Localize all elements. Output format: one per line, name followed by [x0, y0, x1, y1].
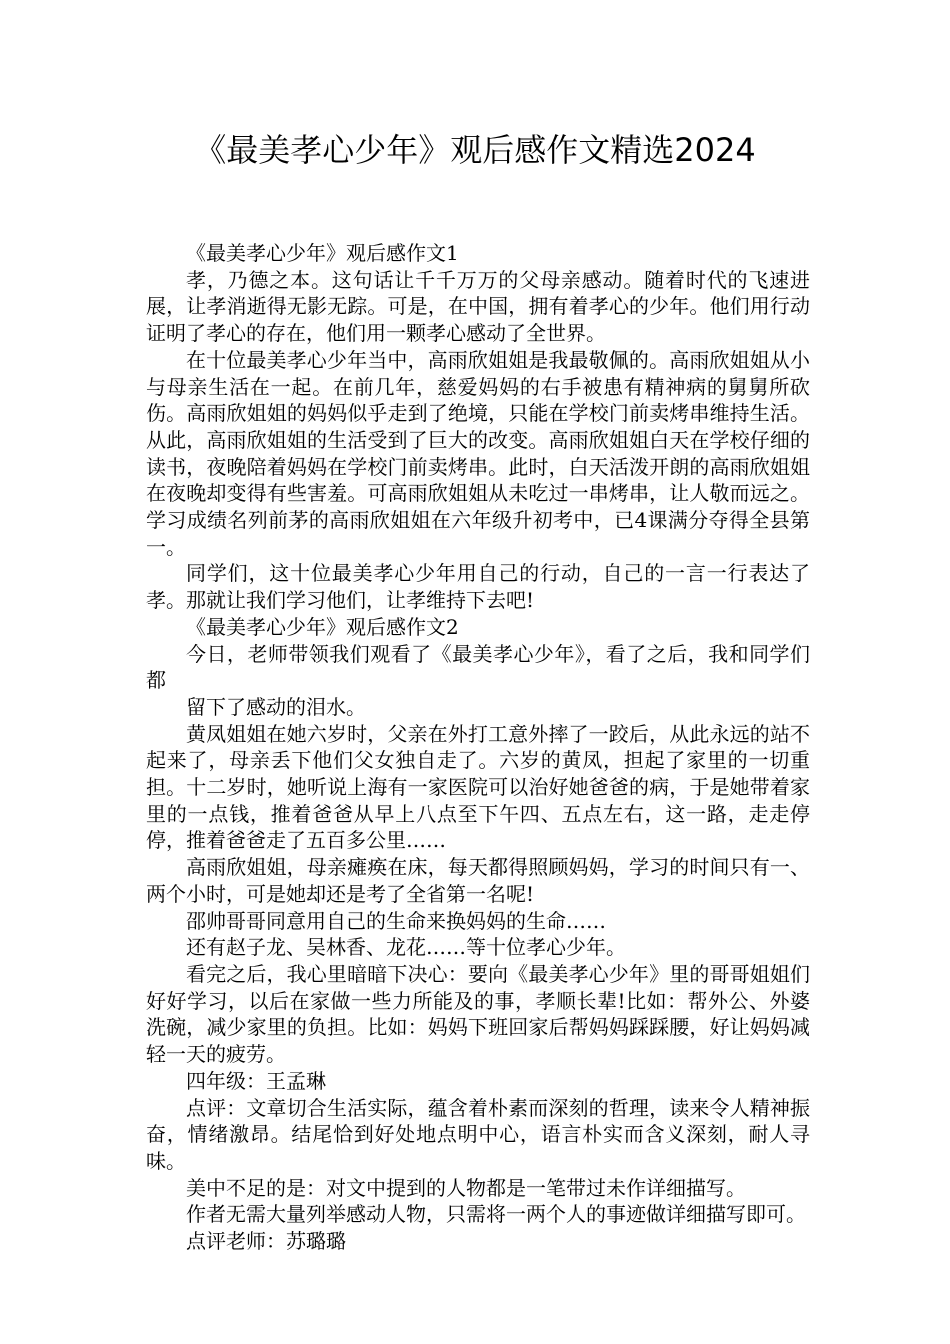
paragraph: 孝，乃德之本。这句话让千千万万的父母亲感动。随着时代的飞速进展，让孝消逝得无影无踪。可是，在中国，拥有着孝心的少年。他们用行动证明了孝心的存在，他们用一颗孝心感动了全世界。: [146, 267, 810, 346]
comment-paragraph: 点评：文章切合生活实际，蕴含着朴素而深刻的哲理，读来令人精神振奋，情绪激昂。结尾恰到好处地点明中心，语言朴实而含义深刻，耐人寻味。: [146, 1095, 810, 1173]
paragraph: 邵帅哥哥同意用自己的生命来换妈妈的生命……: [186, 908, 606, 933]
paragraph: 黄凤姐姐在她六岁时，父亲在外打工意外摔了一跤后，从此永远的站不起来了，母亲丢下他们父女独自走了。六岁的黄凤，担起了家里的一切重担。十二岁时，她听说上海有一家医院可以治好她爸爸的病，于是她带着家里的一点钱，推着爸爸从早上八点至下午四、五点左右，这一路，走走停停，推着爸爸走了五百多公里……: [146, 721, 810, 853]
document-title: 《最美孝心少年》观后感作文精选2024: [194, 131, 756, 169]
section-heading-1: 《最美孝心少年》观后感作文1: [186, 241, 459, 265]
paragraph: 在十位最美孝心少年当中，高雨欣姐姐是我最敬佩的。高雨欣姐姐从小与母亲生活在一起。在前几年，慈爱妈妈的右手被患有精神病的舅舅所砍伤。高雨欣姐姐的妈妈似乎走到了绝境，只能在学校门前卖烤串维持生活。从此，高雨欣姐姐的生活受到了巨大的改变。高雨欣姐姐白天在学校仔细的读书，夜晚陪着妈妈在学校门前卖烤串。此时，白天活泼开朗的高雨欣姐姐在夜晚却变得有些害羞。可高雨欣姐姐从未吃过一串烤串，让人敬而远之。学习成绩名列前茅的高雨欣姐姐在六年级升初考中，已4课满分夺得全县第一。: [146, 347, 810, 559]
paragraph: 今日，老师带领我们观看了《最美孝心少年》，看了之后，我和同学们都: [146, 641, 810, 693]
paragraph: 高雨欣姐姐，母亲瘫痪在床，每天都得照顾妈妈，学习的时间只有一、两个小时，可是她却还是考了全省第一名呢!: [146, 855, 810, 906]
document-body: [146, 240, 810, 1255]
paragraph: 还有赵子龙、吴林香、龙花……等十位孝心少年。: [186, 935, 626, 960]
comment-paragraph: 美中不足的是：对文中提到的人物都是一笔带过未作详细描写。: [186, 1175, 746, 1200]
paragraph: 看完之后，我心里暗暗下决心：要向《最美孝心少年》里的哥哥姐姐们好好学习，以后在家做一些力所能及的事，孝顺长辈!比如：帮外公、外婆洗碗，减少家里的负担。比如：妈妈下班回家后帮妈妈踩踩腰，好让妈妈减轻一天的疲劳。: [146, 961, 810, 1067]
reviewer-line: 点评老师：苏璐璐: [186, 1229, 346, 1254]
comment-paragraph: 作者无需大量列举感动人物，只需将一两个人的事迹做详细描写即可。: [186, 1202, 806, 1227]
paragraph: 同学们，这十位最美孝心少年用自己的行动，自己的一言一行表达了孝。那就让我们学习他们，让孝维持下去吧!: [146, 561, 810, 613]
paragraph: 留下了感动的泪水。: [186, 694, 366, 719]
section-heading-2: 《最美孝心少年》观后感作文2: [186, 614, 459, 639]
author-line: 四年级：王孟琳: [186, 1068, 326, 1093]
